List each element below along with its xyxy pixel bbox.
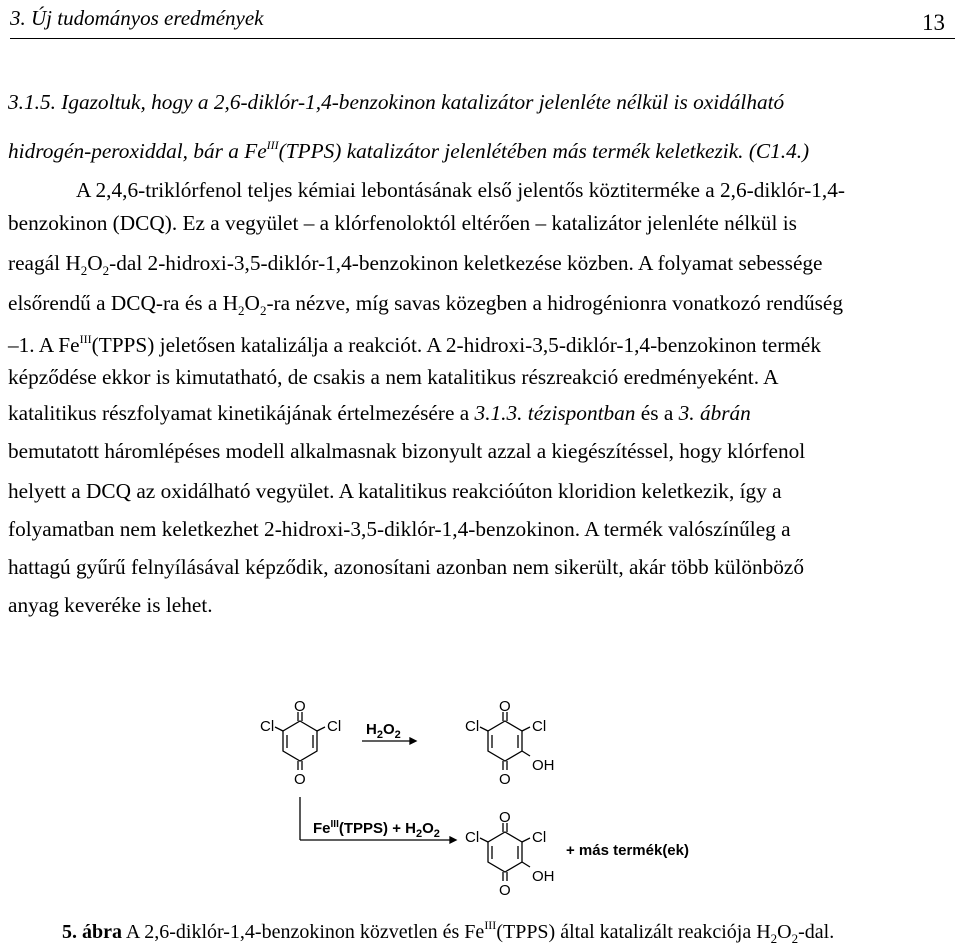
text-line: anyag keveréke is lehet.: [8, 593, 213, 617]
atom-label: Cl: [327, 718, 342, 735]
atom-label: O: [499, 882, 511, 899]
chapter-title: 3. Új tudományos eredmények: [10, 6, 264, 30]
atom-label: Cl: [260, 718, 275, 735]
reaction-scheme: [0, 690, 960, 920]
atom-label: O: [499, 771, 511, 788]
page-number: 13: [922, 10, 945, 35]
reagent-fe-tpps: $Fe^{III}(TPPS) + H_2O_2$: [313, 819, 440, 840]
text-line: A 2,4,6-triklórfenol teljes kémiai lebontásának első jelentős köztiterméke a 2,6-diklór-1,4-: [76, 178, 845, 202]
page-header: [10, 2, 955, 36]
atom-label: O: [499, 698, 511, 715]
atom-label: O: [294, 698, 306, 715]
atom-label: Cl: [532, 829, 547, 846]
atom-label: Cl: [465, 829, 480, 846]
atom-label: OH: [532, 757, 555, 774]
atom-label: Cl: [532, 718, 547, 735]
reagent-h2o2: $H_2O_2$: [366, 721, 401, 741]
text-line: folyamatban nem keletkezhet 2-hidroxi-3,5-diklór-1,4-benzokinon. A termék valószínűleg a: [8, 517, 791, 541]
text-line: benzokinon (DCQ). Ez a vegyület – a klórfenoloktól eltérően – katalizátor jelenléte nélkül is: [8, 211, 797, 235]
header-rule: [10, 38, 955, 39]
atom-label: OH: [532, 868, 555, 885]
atom-label: Cl: [465, 718, 480, 735]
atom-label: O: [294, 771, 306, 788]
text-line: –1. A $Fe^{III}(TPPS)$ jeletősen katalizálja a reakciót. A 2-hidroxi-3,5-diklór-1,4-benzokinon termék: [8, 332, 821, 357]
text-line: hidrogén-peroxiddal, bár a $Fe^{III}(TPPS)$ katalizátor jelenlétében más termék keletkezik. (C1.4.): [8, 138, 810, 163]
text-line: reagál $H_2O_2$-dal 2-hidroxi-3,5-diklór-1,4-benzokinon keletkezése közben. A folyamat sebessége: [8, 251, 823, 278]
text-line: hattagú gyűrű felnyílásával képződik, azonosítani azonban nem sikerült, akár több különböző: [8, 555, 805, 579]
figure-caption: 5. ábra A 2,6-diklór-1,4-benzokinon közvetlen és $Fe^{III}(TPPS)$ által katalizált reakciója $H_2O_2$-dal.: [62, 918, 835, 946]
atom-label: O: [499, 809, 511, 826]
caption-label: 5. ábra: [62, 921, 122, 943]
text-line: helyett a DCQ az oxidálható vegyület. A katalitikus reakcióúton kloridion keletkezik, így a: [8, 479, 782, 503]
text-line: bemutatott háromlépéses modell alkalmasnak bizonyult azzal a kiegészítéssel, hogy klórfenol: [8, 439, 806, 463]
text-line: képződése ekkor is kimutatható, de csakis a nem katalitikus részreakció eredményeként. A: [8, 365, 779, 389]
text-line: 3.1.5. Igazoltuk, hogy a 2,6-diklór-1,4-benzokinon katalizátor jelenléte nélkül is oxidálható: [8, 90, 785, 114]
text-line: elsőrendű a DCQ-ra és a $H_2O_2-ra$ nézve, míg savas közegben a hidrogénionra vonatkozó rendűség: [8, 291, 844, 318]
text-line: katalitikus részfolyamat kinetikájának értelmezésére a 3.1.3. tézispontban és a 3. ábrán: [8, 401, 751, 425]
other-products-label: + más termék(ek): [566, 842, 689, 859]
